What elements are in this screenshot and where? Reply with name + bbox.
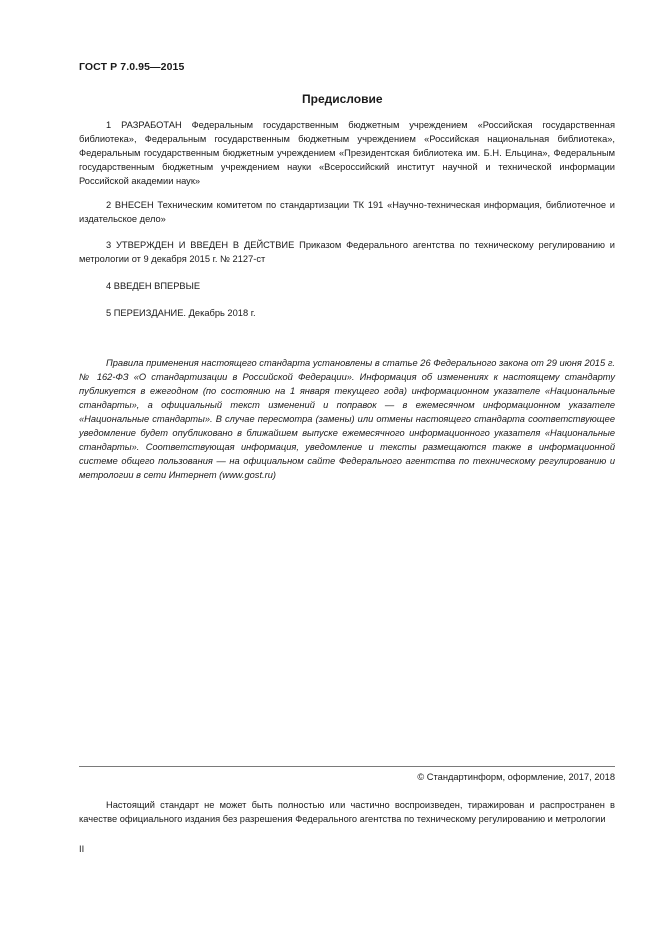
reproduction-notice xyxy=(79,798,615,826)
item-3-text: 3 УТВЕРЖДЕН И ВВЕДЕН В ДЕЙСТВИЕ Приказом Федерального агентства по техническому регулированию и метрологии от 9 декабря 2015 г. № 2127-ст xyxy=(79,240,615,264)
item-4-text: 4 ВВЕДЕН ВПЕРВЫЕ xyxy=(106,281,201,291)
item-3 xyxy=(79,238,615,266)
item-5 xyxy=(79,306,615,320)
standard-code: ГОСТ Р 7.0.95—2015 xyxy=(79,61,185,73)
item-2 xyxy=(79,198,615,226)
standard-notice xyxy=(79,356,615,482)
item-1-text: 1 РАЗРАБОТАН Федеральным государственным бюджетным учреждением «Российская государственная библиотека», Федеральным государственным бюджетным учреждением «Российская национальная библиотека», Федеральным государственным бюджетным учреждением «Президентская библиотека им. Б.Н. Ельцина», Федеральным государственным бюджетным учреждением науки «Всероссийский институт научной и технической информации Российской академии наук» xyxy=(79,120,615,186)
reproduction-notice-text: Настоящий стандарт не может быть полностью или частично воспроизведен, тиражирован и распространен в качестве официального издания без разрешения Федерального агентства по техническому регулированию и метрологии xyxy=(79,800,615,824)
footer-divider xyxy=(79,766,615,767)
copyright: © Стандартинформ, оформление, 2017, 2018 xyxy=(417,772,615,782)
page-number: II xyxy=(79,844,85,854)
item-5-text: 5 ПЕРЕИЗДАНИЕ. Декабрь 2018 г. xyxy=(106,308,256,318)
item-1 xyxy=(79,118,615,188)
page-title: Предисловие xyxy=(302,92,383,106)
standard-notice-text: Правила применения настоящего стандарта установлены в статье 26 Федерального закона от 29 июня 2015 г. № 162-ФЗ «О стандартизации в Российской Федерации». Информация об изменениях к настоящему стандарту публикуется в ежегодном (по состоянию на 1 января текущего года) информационном указателе «Национальные стандарты», а официальный текст изменений и поправок — в ежемесячном информационном указателе «Национальные стандарты». В случае пересмотра (замены) или отмены настоящего стандарта соответствующее уведомление будет опубликовано в ближайшем выпуске ежемесячного информационного указателя «Национальные стандарты». Соответствующая информация, уведомление и тексты размещаются также в информационной системе общего пользования — на официальном сайте Федерального агентства по техническому регулированию и метрологии в сети Интернет (www.gost.ru) xyxy=(79,358,615,480)
item-4 xyxy=(79,279,615,293)
item-2-text: 2 ВНЕСЕН Техническим комитетом по стандартизации ТК 191 «Научно-техническая информация, библиотечное и издательское дело» xyxy=(79,200,615,224)
